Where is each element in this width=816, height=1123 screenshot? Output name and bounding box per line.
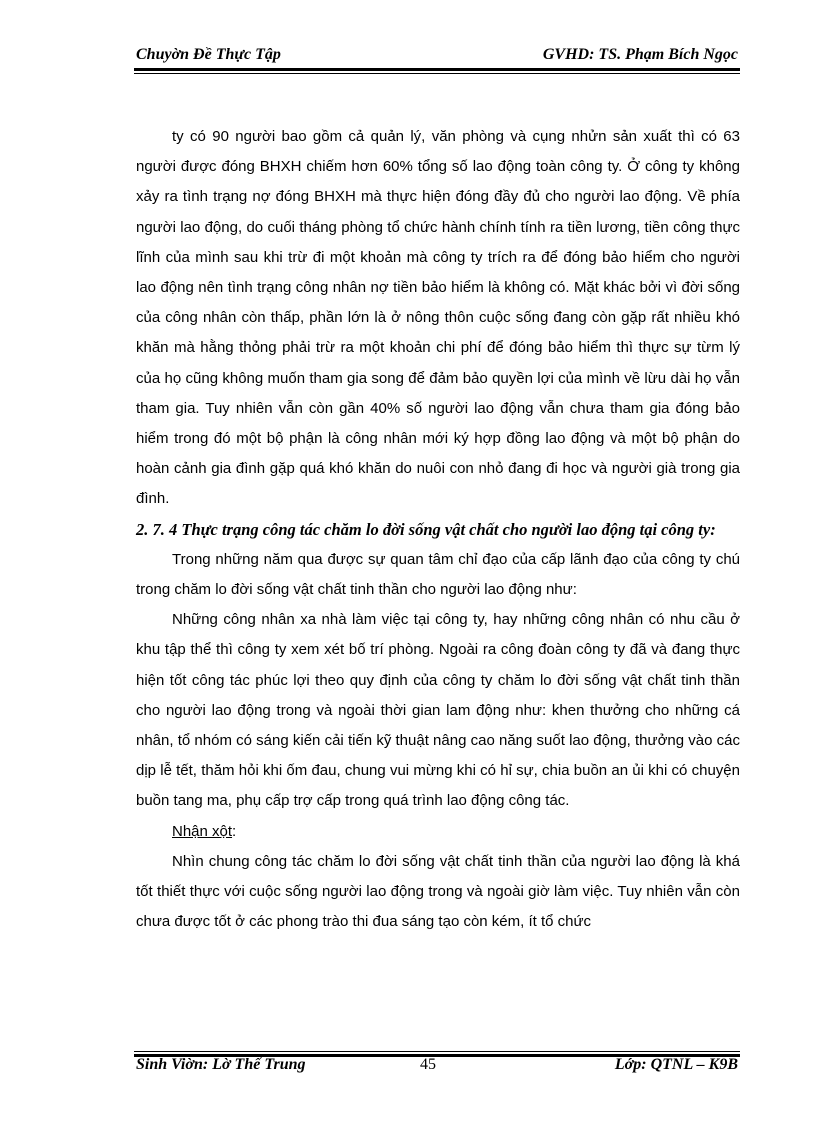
paragraph-assessment: Nhìn chung công tác chăm lo đời sống vật chất tinh thần của người lao động là khá tốt thiết thực với cuộc sống người lao động trong và ngoài giờ làm việc. Tuy nhiên vẫn còn chưa được tốt ở các phong trào thi đua sáng tạo còn kém, ít tổ chức <box>136 852 740 931</box>
note-label: Nhận xột <box>172 822 233 840</box>
header-supervisor: GVHD: TS. Phạm Bích Ngọc <box>542 46 738 63</box>
page-footer <box>134 1056 740 1080</box>
header-rule-thin <box>134 73 740 74</box>
paragraph-welfare: Những công nhân xa nhà làm việc tại công ty, hay những công nhân có nhu cầu ở khu tập thể thì công ty xem xét bố trí phòng. Ngoài ra công đoàn công ty đã và đang thực hiện tốt công tác phúc lợi theo quy định của công ty chăm lo đời sống vật chất tinh thần cho người lao động trong và ngoài thời gian lam động như: khen thưởng cho những cá nhân, tổ nhóm có sáng kiến cải tiến kỹ thuật nâng cao năng suốt lao động, thưởng vào các dịp lễ tết, thăm hỏi khi ốm đau, chung vui mừng khi có hỉ sự, chia buồn an ủi khi có chuyện buồn tang ma, phụ cấp trợ cấp trong quá trình lao động công tác. <box>136 611 740 810</box>
paragraph-social-insurance: ty có 90 người bao gồm cả quản lý, văn phòng và cụng nhửn sản xuất thì có 63 người được đóng BHXH chiếm hơn 60% tổng số lao động toàn công ty. Ở công ty không xảy ra tình trạng nợ đóng BHXH mà thực hiện đóng đầy đủ cho người lao động. Về phía người lao động, do cuối tháng phòng tổ chức hành chính tính ra tiền lương, tiền công thực lĩnh của mình sau khi trừ đi một khoản mà công ty trích ra để đóng bảo hiểm cho người lao động nên tình trạng công nhân nợ tiền bảo hiểm là không có. Mặt khác bởi vì đời sống của công nhân còn thấp, phần lớn là ở nông thôn cuộc sống đang còn gặp rất nhiều khó khăn mà hằng thỏng phải trừ ra một khoản chi phí để đóng bảo hiểm thì thực sự từm lý của họ cũng không muốn tham gia song để đảm bảo quyền lợi của mình về lừu dài họ vẫn tham gia. Tuy nhiên vẫn còn gần 40% số người lao động vẫn chưa tham gia đóng bảo hiểm trong đó một bộ phận là công nhân mới ký hợp đồng lao động và một bộ phận do hoàn cảnh gia đình gặp quá khó khăn do nuôi con nhỏ đang đi học và người già trong gia đình. <box>136 128 740 508</box>
note-colon: : <box>232 822 237 840</box>
footer-class: Lớp: QTNL – K9B <box>614 1056 738 1073</box>
footer-rule-thin <box>134 1051 740 1052</box>
document-body <box>136 122 740 937</box>
paragraph-intro: Trong những năm qua được sự quan tâm chỉ đạo của cấp lãnh đạo của công ty chú trong chăm lo đời sống vật chất tinh thần cho người lao động như: <box>136 550 740 599</box>
footer-student: Sinh Viờn: Lờ Thế Trung <box>136 1056 306 1073</box>
note-label-line <box>136 817 740 847</box>
section-heading: 2. 7. 4 Thực trạng công tác chăm lo đời sống vật chất cho người lao động tại công ty: <box>136 519 716 539</box>
page-header <box>134 44 740 68</box>
header-topic: Chuyờn Đề Thực Tập <box>136 46 281 63</box>
page-number: 45 <box>420 1056 436 1073</box>
header-rule-thick <box>134 68 740 71</box>
